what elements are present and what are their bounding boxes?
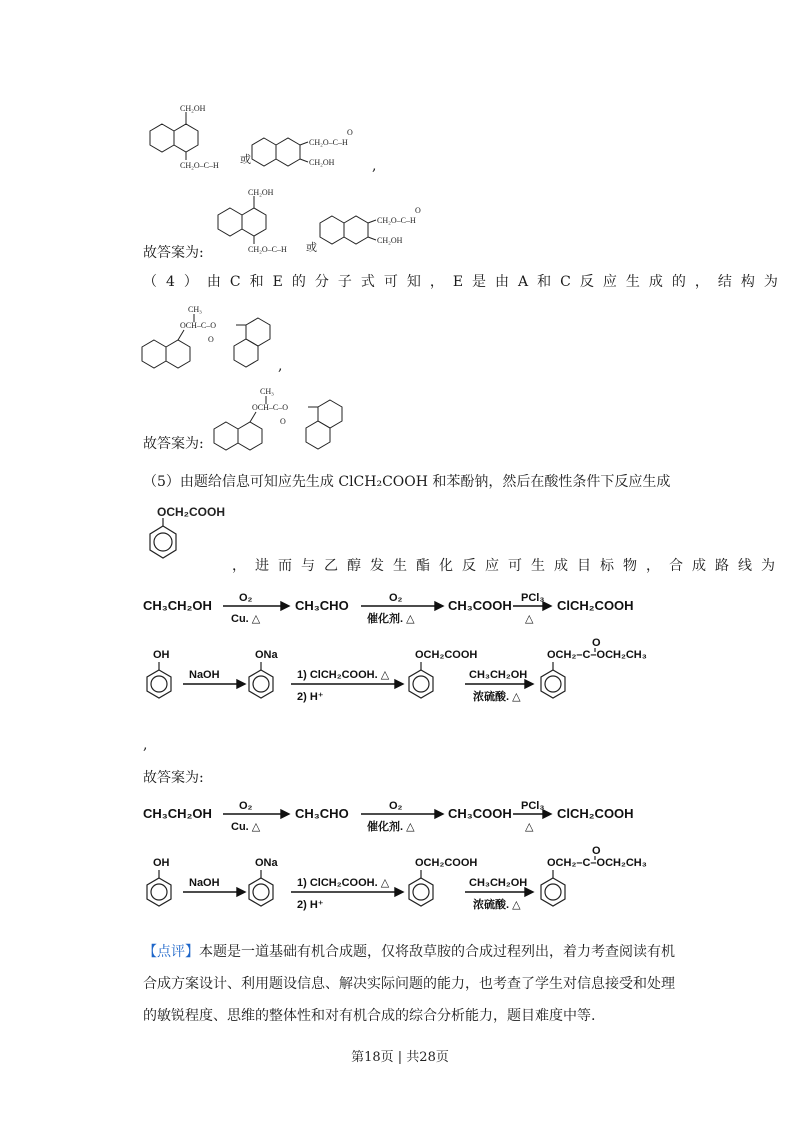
page-footer: 第18页 | 共28页	[351, 1050, 449, 1065]
och2cooh-label: OCH₂COOH	[157, 505, 225, 519]
synthesis-route-2	[143, 796, 673, 936]
heat-label: △	[525, 821, 534, 833]
ester-structure-E-1	[140, 302, 280, 370]
ona-label: ONa	[255, 857, 278, 869]
naoh-label: NaOH	[189, 877, 220, 889]
naphthalene-formate-structure-1	[140, 102, 240, 172]
ch2oh-label: CH₂OH	[248, 188, 274, 197]
ch2oh-label: CH₂OH	[180, 104, 206, 113]
carbonyl-o-label: O	[592, 637, 601, 649]
synthesis-route-1	[143, 588, 673, 728]
review-line-1	[143, 938, 675, 966]
answer-label: 故答案为:	[143, 245, 204, 261]
o2-label: O₂	[389, 800, 403, 812]
product-label: OCH₂–C–OCH₂CH₃	[547, 649, 647, 661]
ester-chain-label: OCH–C–O	[252, 403, 289, 412]
formate-label: CH₂O–C–H	[248, 245, 287, 254]
och2cooh-label: OCH₂COOH	[415, 857, 478, 869]
cu-heat-label: Cu. △	[231, 821, 261, 833]
acetaldehyde-label: CH₃CHO	[295, 598, 349, 613]
pcl3-label: PCl₃	[521, 592, 545, 604]
review-line-3: 的敏锐程度、思维的整体性和对有机合成的综合分析能力，题目难度中等.	[143, 1008, 596, 1024]
acetaldehyde-label: CH₃CHO	[295, 806, 349, 821]
ethanol-label: CH₃CH₂OH	[143, 598, 212, 613]
ethanol-label: CH₃CH₂OH	[143, 806, 212, 821]
review-text-1: 本题是一道基础有机合成题，仅将敌草胺的合成过程列出，着力考查阅读有机	[199, 944, 675, 960]
ethanol2-label: CH₃CH₂OH	[469, 669, 528, 681]
oh-label: OH	[153, 649, 170, 661]
or-text: 或	[240, 153, 251, 166]
o2-label: O₂	[239, 592, 253, 604]
chloroacetic-label: ClCH₂COOH	[557, 598, 634, 613]
o2-label: O₂	[389, 592, 403, 604]
cu-heat-label: Cu. △	[231, 613, 261, 625]
ester-chain-label: OCH–C–O	[180, 321, 217, 330]
section-5-text-1: （5）由题给信息可知应先生成 ClCH₂COOH 和苯酚钠，然后在酸性条件下反应生成	[143, 474, 671, 490]
ona-label: ONa	[255, 649, 278, 661]
ester-structure-E-2	[212, 384, 352, 452]
or-text: 或	[306, 241, 317, 254]
chloroacetic-label: ClCH₂COOH	[557, 806, 634, 821]
catalyst-heat-label: 催化剂. △	[367, 821, 415, 833]
formate-label: CH₂O–C–H	[309, 138, 348, 147]
carbonyl-o-label: O	[208, 335, 214, 344]
section-5-text-2: ，进而与乙醇发生酯化反应可生成目标物，合成路线为	[232, 558, 784, 574]
ethanol2-label: CH₃CH₂OH	[469, 877, 528, 889]
naphthalene-formate-structure-3	[208, 186, 308, 256]
review-tag: 【点评】	[143, 944, 199, 960]
conc-acid-label: 浓硫酸. △	[473, 899, 521, 911]
naoh-label: NaOH	[189, 669, 220, 681]
section-4-text: （4）由C和E的分子式可知，E是由A和C反应生成的，结构为	[143, 274, 787, 290]
acetic-acid-label: CH₃COOH	[448, 598, 512, 613]
comma: ,	[278, 358, 283, 374]
step1-label: 1) ClCH₂COOH. △	[297, 877, 390, 889]
conc-acid-label: 浓硫酸. △	[473, 691, 521, 703]
ch2oh-label: CH₂OH	[377, 236, 403, 245]
carbonyl-o-label: O	[415, 206, 421, 215]
answer-label: 故答案为:	[143, 770, 204, 786]
phenoxyacetic-acid-structure	[143, 504, 243, 570]
carbonyl-o-label: O	[280, 417, 286, 426]
ch3-label: CH₃	[260, 387, 274, 396]
comma: ,	[143, 737, 148, 753]
ch2oh-label: CH₂OH	[309, 158, 335, 167]
formate-label: CH₂O–C–H	[180, 161, 219, 170]
o2-label: O₂	[239, 800, 253, 812]
carbonyl-o-label: O	[347, 128, 353, 137]
acetic-acid-label: CH₃COOH	[448, 806, 512, 821]
heat-label: △	[525, 613, 534, 625]
step1-label: 1) ClCH₂COOH. △	[297, 669, 390, 681]
answer-label: 故答案为:	[143, 436, 204, 452]
carbonyl-o-label: O	[592, 845, 601, 857]
pcl3-label: PCl₃	[521, 800, 545, 812]
catalyst-heat-label: 催化剂. △	[367, 613, 415, 625]
ch3-label: CH₃	[188, 305, 202, 314]
oh-label: OH	[153, 857, 170, 869]
review-line-2: 合成方案设计、利用题设信息、解决实际问题的能力，也考查了学生对信息接受和处理	[143, 976, 675, 992]
och2cooh-label: OCH₂COOH	[415, 649, 478, 661]
step2-label: 2) H⁺	[297, 899, 324, 911]
step2-label: 2) H⁺	[297, 691, 324, 703]
product-label: OCH₂–C–OCH₂CH₃	[547, 857, 647, 869]
formate-label: CH₂O–C–H	[377, 216, 416, 225]
comma: ,	[372, 158, 377, 174]
naphthalene-formate-structure-2	[250, 128, 370, 174]
naphthalene-formate-structure-4	[318, 206, 438, 252]
